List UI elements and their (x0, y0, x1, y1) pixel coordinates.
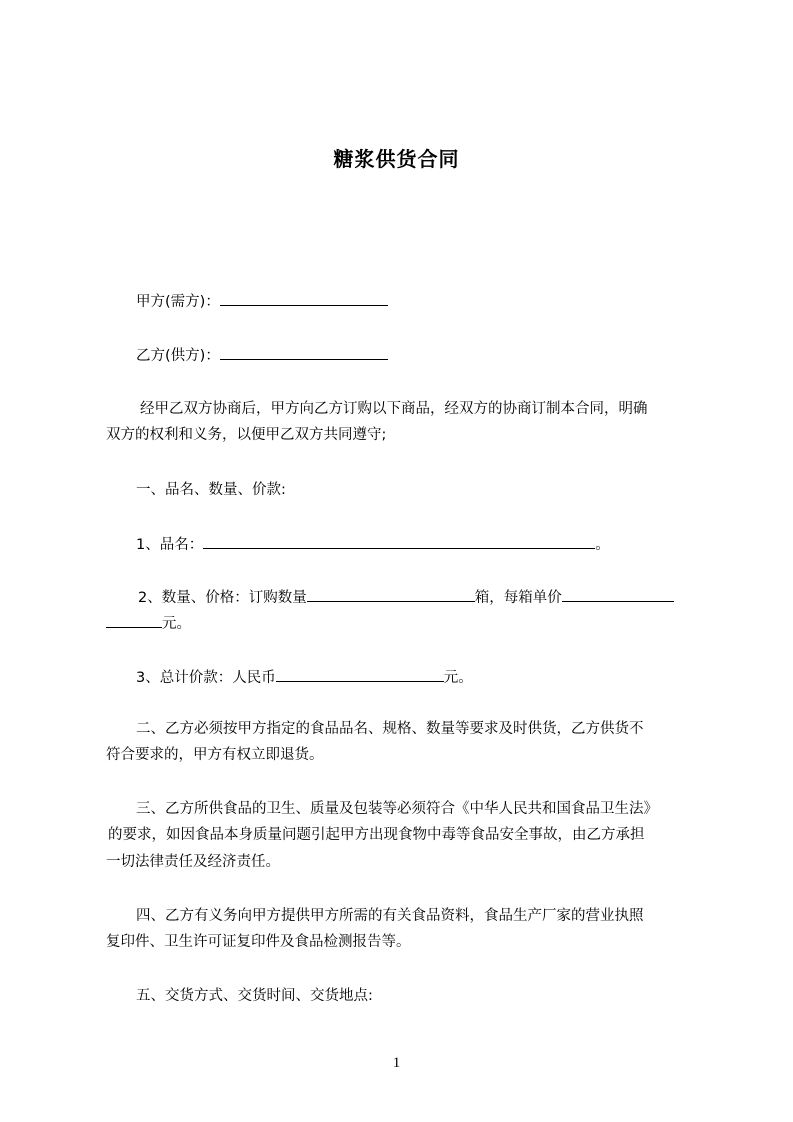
item2-line-2 (106, 612, 191, 634)
item3-end: 元。 (443, 670, 473, 686)
party-b-blank (220, 344, 388, 360)
page-number: 1 (392, 1055, 401, 1071)
item2-price-blank (562, 586, 674, 602)
item3-line (136, 666, 473, 688)
item1-line (136, 533, 610, 555)
item2-label: 2、数量、价格：订购数量 (138, 590, 307, 606)
section3-line-1: 三、乙方所供食品的卫生、质量及包装等必须符合《中华人民共和国食品卫生法》 (136, 801, 658, 817)
preamble-line-1: 经甲乙双方协商后，甲方向乙方订购以下商品，经双方的协商订制本合同，明确 (140, 401, 648, 417)
document-title: 糖浆供货合同 (333, 147, 460, 171)
item3-label: 3、总计价款：人民币 (136, 670, 276, 686)
item1-blank (203, 533, 595, 549)
item2-line (138, 586, 674, 608)
item2-mid: 箱，每箱单价 (474, 590, 562, 606)
item1-label: 1、品名： (136, 537, 204, 553)
preamble-line-2: 双方的权利和义务，以便甲乙双方共同遵守; (106, 427, 387, 443)
section4-line-2: 复印件、卫生许可证复印件及食品检测报告等。 (106, 934, 411, 950)
section5-heading: 五、交货方式、交货时间、交货地点: (136, 988, 373, 1004)
party-a-blank (220, 290, 388, 306)
section3-line-2: 的要求，如因食品本身质量问题引起甲方出现食物中毒等食品安全事故，由乙方承担 (108, 827, 645, 843)
item2-price-blank-cont (106, 612, 162, 628)
section3-line-3: 一切法律责任及经济责任。 (106, 854, 280, 870)
item2-quantity-blank (307, 586, 475, 602)
party-a-label: 甲方(需方)： (136, 294, 220, 310)
section1-heading: 一、品名、数量、价款: (136, 482, 286, 498)
section2-line-2: 符合要求的，甲方有权立即退货。 (106, 747, 324, 763)
item3-blank (276, 666, 444, 682)
item2-end: 元。 (162, 616, 191, 632)
section4-line-1: 四、乙方有义务向甲方提供甲方所需的有关食品资料，食品生产厂家的营业执照 (136, 908, 644, 924)
section2-line-1: 二、乙方必须按甲方指定的食品品名、规格、数量等要求及时供货，乙方供货不 (136, 721, 644, 737)
party-b-line (136, 344, 388, 366)
party-a-line (136, 290, 388, 312)
item1-end: 。 (595, 537, 610, 553)
party-b-label: 乙方(供方)： (136, 348, 220, 364)
